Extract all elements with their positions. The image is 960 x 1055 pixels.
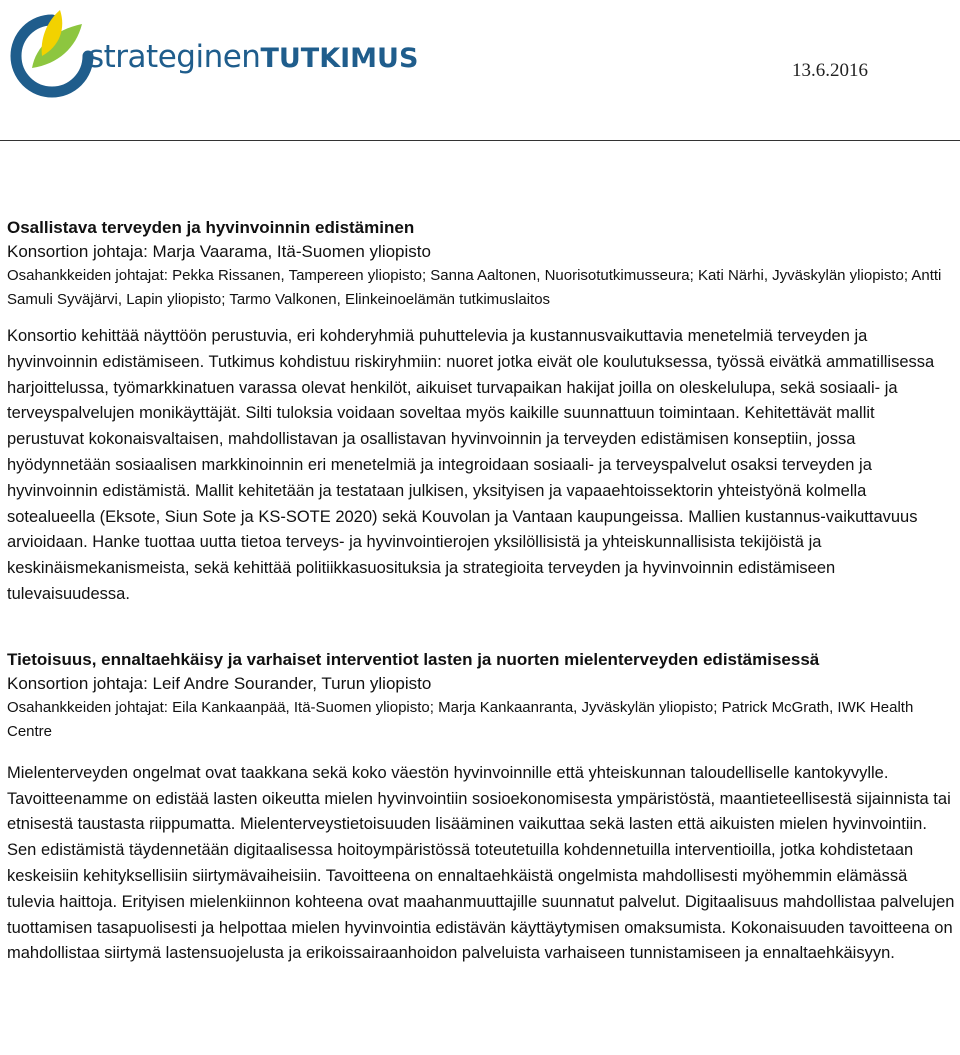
subproject-leaders: Osahankkeiden johtajat: Eila Kankaanpää, Itä-Suomen yliopisto; Marja Kankaanranta, Jyväskylän yliopisto; Patrick McGrath, IWK Health Centre [7, 698, 914, 740]
document-body [7, 216, 955, 967]
logo-wordmark [88, 39, 419, 75]
document-date: 13.6.2016 [792, 60, 868, 81]
logo-word-strateginen: strateginen [88, 39, 261, 75]
logo-mark-icon [2, 6, 98, 102]
page-header [0, 0, 960, 130]
section-description: Mielenterveyden ongelmat ovat taakkana sekä koko väestön hyvinvoinnille että yhteiskunnan taloudelliselle kantokyvylle. Tavoitteenamme on edistää lasten oikeutta mielen hyvinvointiin sosioekonomisesta ympäristöstä, maantieteellisestä sijainnista tai etnisestä taustasta riippumatta. Mielenterveystietoisuuden lisääminen vaikuttaa sekä lasten että aikuisten mielen hyvinvointiin. Sen edistämistä täydennetään digitaalisessa hoitoympäristössä toteutetuilla kohdennetuilla interventioilla, jotka kohdistetaan keskeisiin kehityksellisiin siirtymävaiheisiin. Tavoitteena on ennaltaehkäistä ongelmista mahdollisesti myöhemmin elämässä tulevia haittoja. Erityisen mielenkiinnon kohteena ovat maahanmuuttajille suunnatut palvelut. Digitaalisuus mahdollistaa palvelujen tuottamisen tasapuolisesti ja helpottaa mielen hyvinvointia edistävän käyttäytymisen omaksumista. Kokonaisuuden tavoitteena on mahdollistaa siirtymä lastensuojelusta ja erikoissairaanhoidon palveluista varhaiseen tunnistamiseen ja ennaltaehkäisyyn. [7, 763, 955, 963]
section-title: Tietoisuus, ennaltaehkäisy ja varhaiset interventiot lasten ja nuorten mielenterveyden edistämisessä [7, 649, 820, 669]
section-participatory-health [7, 216, 955, 608]
strateginen-tutkimus-logo [2, 6, 419, 102]
header-divider [0, 140, 960, 141]
subproject-leaders: Osahankkeiden johtajat: Pekka Rissanen, Tampereen yliopisto; Sanna Aaltonen, Nuorisotutkimusseura; Kati Närhi, Jyväskylän yliopisto; Antti Samuli Syväjärvi, Lapin yliopisto; Tarmo Valkonen, Elinkeinoelämän tutkimuslaitos [7, 267, 942, 308]
consortium-leader: Konsortion johtaja: Marja Vaarama, Itä-Suomen yliopisto [7, 242, 431, 261]
section-description: Konsortio kehittää näyttöön perustuvia, eri kohderyhmiä puhuttelevia ja kustannusvaikuttavia menetelmiä terveyden ja hyvinvoinnin edistämiseen. Tutkimus kohdistuu riskiryhmiin: nuoret jotka eivät ole koulutuksessa, työssä eivätkä ammatillisessa harjoittelussa, työmarkkinatuen varassa olevat henkilöt, aikuiset turvapaikan hakijat joilla on oleskelulupa, sekä sosiaali- ja terveyspalvelujen monikäyttäjät. Silti tuloksia voidaan soveltaa myös kaikille suunnattuun toimintaan. Kehitettävät mallit perustuvat kokonaisvaltaisen, mahdollistavan ja osallistavan hyvinvoinnin ja terveyden edistämisen konseptiin, jossa hyödynnetään sosiaalisen markkinoinnin eri menetelmiä ja integroidaan sosiaali- ja terveyspalvelut osaksi terveyden ja hyvinvoinnin edistämistä. Mallit kehitetään ja testataan julkisen, yksityisen ja vapaaehtoissektorin yhteistyönä kolmella sotealueella (Eksote, Siun Sote ja KS-SOTE 2020) sekä Kouvolan ja Vantaan kaupungeissa. Mallien kustannus-vaikuttavuus arvioidaan. Hanke tuottaa uutta tietoa terveys- ja hyvinvointierojen yksilöllisistä ja yhteiskunnallisista tekijöistä ja keskinäismekanismeista, sekä kehittää politiikkasuosituksia ja strategioita terveyden ja hyvinvoinnin edistämiseen tulevaisuudessa. [7, 327, 935, 603]
section-title: Osallistava terveyden ja hyvinvoinnin edistäminen [7, 218, 415, 237]
consortium-leader: Konsortion johtaja: Leif Andre Sourander, Turun yliopisto [7, 673, 432, 693]
logo-word-tutkimus: TUTKIMUS [260, 43, 419, 74]
section-mental-health [7, 648, 955, 967]
